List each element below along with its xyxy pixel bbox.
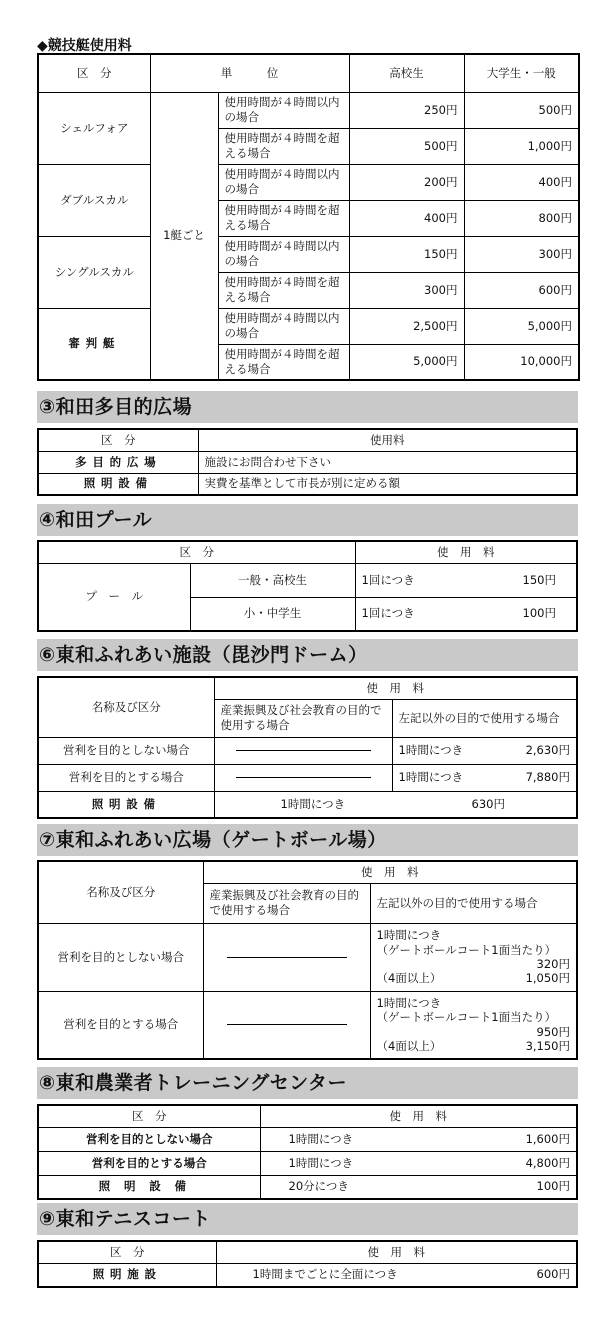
- row-name: 営利を目的とする場合: [38, 1151, 260, 1175]
- fee-note: （ゲートボールコート1面当たり）: [376, 942, 557, 957]
- price-cell: 300円: [349, 272, 464, 308]
- header-purpose-other: 左記以外の目的で使用する場合: [392, 699, 577, 737]
- header-fee: 使 用 料: [214, 677, 577, 699]
- boat-fee-table: [37, 53, 578, 381]
- fee-price: 2,630円: [525, 743, 570, 758]
- row-name: 照明施設: [38, 1263, 216, 1287]
- fee-unit: 1時間につき: [288, 1131, 354, 1146]
- price-cell: 500円: [349, 128, 464, 164]
- fee-price: 150円: [522, 572, 556, 587]
- row-name: 営利を目的としない場合: [38, 1127, 260, 1151]
- fee-unit: 20分につき: [288, 1179, 349, 1194]
- price-cell: 500円: [464, 92, 579, 128]
- condition-within: 使用時間が４時間以内の場合: [218, 92, 349, 128]
- fee-price: 7,880円: [525, 770, 570, 785]
- row-name: 照明設備: [38, 1175, 260, 1199]
- row-name: 営利を目的としない場合: [38, 737, 214, 764]
- price-cell: 5,000円: [464, 308, 579, 344]
- fee-unit: 1回につき: [361, 572, 415, 587]
- condition-within: 使用時間が４時間以内の場合: [218, 308, 349, 344]
- fee-multi: （4面以上）: [376, 1039, 442, 1054]
- section-title-wada-pool: ④和田プール: [37, 504, 578, 536]
- header-purpose-industrial: 産業振興及び社会教育の目的で使用する場合: [203, 883, 370, 923]
- fee-price: 1,050円: [525, 971, 570, 986]
- category: 小・中学生: [190, 597, 355, 631]
- price-cell: 5,000円: [349, 344, 464, 380]
- fee-price: 100円: [536, 1179, 570, 1194]
- price-cell: 1,000円: [464, 128, 579, 164]
- wada-pool-table: [37, 540, 578, 632]
- fee-price: 100円: [522, 606, 556, 621]
- condition-over: 使用時間が４時間を超える場合: [218, 272, 349, 308]
- fee-price: 320円: [536, 957, 570, 971]
- dash-cell: [203, 991, 370, 1059]
- header-purpose-other: 左記以外の目的で使用する場合: [370, 883, 577, 923]
- header-fee: 使 用 料: [203, 861, 577, 883]
- fee-unit: 1時間までごとに全面につき: [252, 1267, 398, 1282]
- fee-price: 950円: [536, 1024, 570, 1039]
- dash-cell: [214, 764, 392, 791]
- condition-within: 使用時間が４時間以内の場合: [218, 236, 349, 272]
- fee-price: 1,600円: [525, 1131, 570, 1146]
- gateball-table: [37, 860, 578, 1060]
- header-purpose-industrial: 産業振興及び社会教育の目的で使用する場合: [214, 699, 392, 737]
- fee-price: 3,150円: [525, 1039, 570, 1054]
- dash-cell: [214, 737, 392, 764]
- boat-name: シングルスカル: [38, 236, 150, 308]
- price-cell: 800円: [464, 200, 579, 236]
- fee-note: （ゲートボールコート1面当たり）: [376, 1010, 557, 1025]
- header-fee: 使 用 料: [355, 541, 577, 563]
- row-name: 多目的広場: [38, 451, 198, 473]
- section-title-training: ⑧東和農業者トレーニングセンター: [37, 1067, 578, 1099]
- category: 一般・高校生: [190, 563, 355, 597]
- condition-over: 使用時間が４時間を超える場合: [218, 344, 349, 380]
- condition-over: 使用時間が４時間を超える場合: [218, 128, 349, 164]
- row-fee: 施設にお問合わせ下さい: [198, 451, 577, 473]
- fee-unit: 1時間につき: [376, 928, 442, 943]
- header-kubun: 区 分: [38, 429, 198, 451]
- price-cell: 10,000円: [464, 344, 579, 380]
- price-cell: 400円: [464, 164, 579, 200]
- header-university-general: 大学生・一般: [464, 54, 579, 92]
- boat-unit: 1艇ごと: [150, 92, 218, 380]
- section-title-gateball: ⑦東和ふれあい広場（ゲートボール場）: [37, 824, 578, 856]
- fee-unit: 1時間につき: [280, 796, 346, 811]
- price-cell: 300円: [464, 236, 579, 272]
- boat-title: ◆競技艇使用料: [37, 38, 132, 54]
- header-high-school: 高校生: [349, 54, 464, 92]
- fee-multi: （4面以上）: [376, 971, 442, 986]
- header-name: 名称及び区分: [38, 677, 214, 737]
- price-cell: 250円: [349, 92, 464, 128]
- header-fee: 使 用 料: [260, 1105, 577, 1127]
- section-title-wada-square: ③和田多目的広場: [37, 391, 578, 423]
- condition-within: 使用時間が４時間以内の場合: [218, 164, 349, 200]
- fee-price: 630円: [471, 796, 505, 811]
- price-cell: 400円: [349, 200, 464, 236]
- fee-unit: 1時間につき: [288, 1155, 354, 1170]
- header-unit: 単 位: [150, 54, 349, 92]
- header-name: 名称及び区分: [38, 861, 203, 923]
- fee-unit: 1時間につき: [398, 770, 464, 785]
- fee-price: 600円: [536, 1267, 570, 1282]
- section-title-tennis: ⑨東和テニスコート: [37, 1203, 578, 1235]
- row-fee: 実費を基準として市長が別に定める額: [198, 473, 577, 495]
- price-cell: 200円: [349, 164, 464, 200]
- boat-name: ダブルスカル: [38, 164, 150, 236]
- row-name: 営利を目的としない場合: [38, 923, 203, 991]
- dash-cell: [203, 923, 370, 991]
- header-fee: 使用料: [198, 429, 577, 451]
- header-kubun: 区 分: [38, 1105, 260, 1127]
- price-cell: 2,500円: [349, 308, 464, 344]
- section-title-dome: ⑥東和ふれあい施設（毘沙門ドーム）: [37, 639, 578, 671]
- boat-name: シェルフォア: [38, 92, 150, 164]
- row-name: 照明設備: [38, 473, 198, 495]
- pool-name: プ ー ル: [38, 563, 190, 631]
- tennis-table: [37, 1240, 578, 1288]
- row-name: 営利を目的とする場合: [38, 991, 203, 1059]
- dome-table: [37, 676, 578, 819]
- training-table: [37, 1104, 578, 1200]
- header-kubun: 区 分: [38, 54, 150, 92]
- row-name: 営利を目的とする場合: [38, 764, 214, 791]
- price-cell: 600円: [464, 272, 579, 308]
- fee-unit: 1時間につき: [398, 743, 464, 758]
- header-fee: 使 用 料: [216, 1241, 577, 1263]
- fee-unit: 1時間につき: [376, 996, 442, 1010]
- price-cell: 150円: [349, 236, 464, 272]
- header-kubun: 区 分: [38, 541, 355, 563]
- fee-price: 4,800円: [525, 1155, 570, 1170]
- fee-unit: 1回につき: [361, 606, 415, 621]
- row-name: 照明設備: [38, 791, 214, 818]
- boat-name: 審判艇: [38, 308, 150, 380]
- wada-square-table: [37, 428, 578, 496]
- header-kubun: 区 分: [38, 1241, 216, 1263]
- condition-over: 使用時間が４時間を超える場合: [218, 200, 349, 236]
